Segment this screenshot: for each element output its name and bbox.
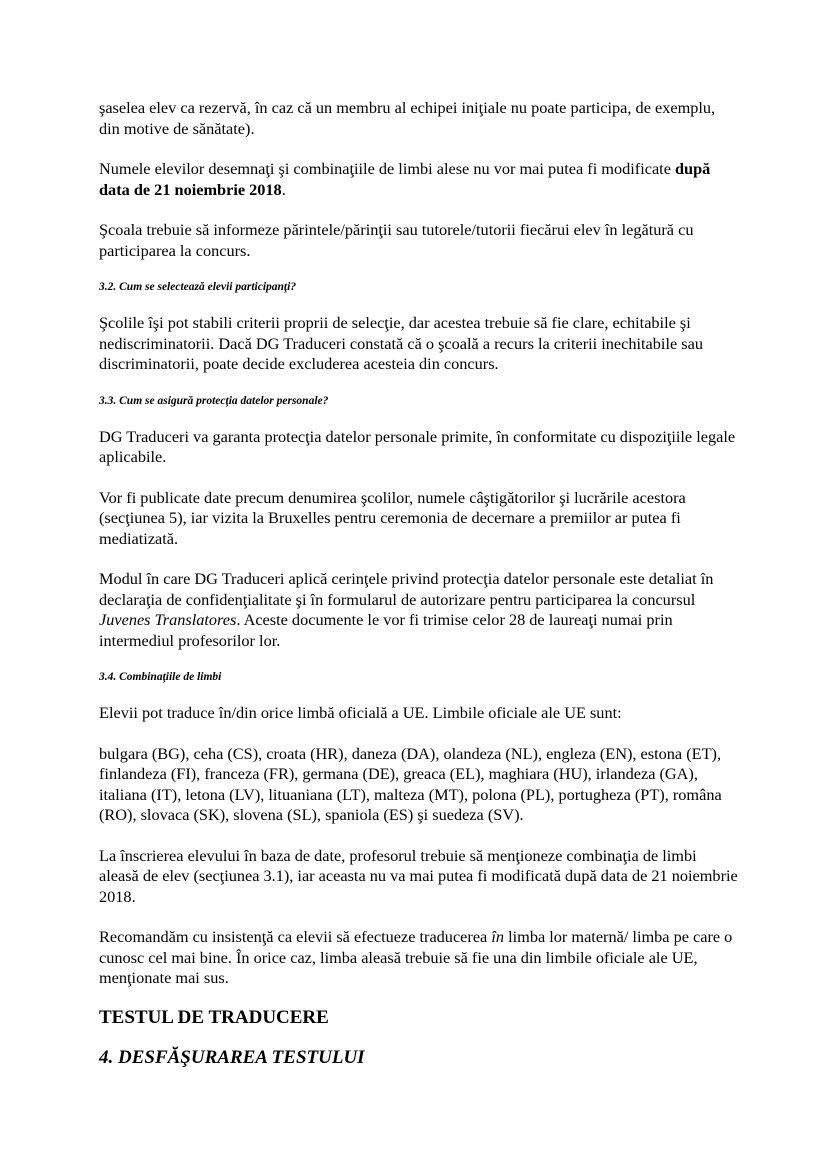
subheading-3-2: 3.2. Cum se selectează elevii participanţi? xyxy=(99,281,297,293)
recommendation-italic: în xyxy=(491,927,505,946)
paragraph-reserve-student: şaselea elev ca rezervă, în caz că un membru al echipei iniţiale nu poate participa, de exemplu, din motive de sănătate). xyxy=(99,98,716,138)
paragraph-recommendation xyxy=(99,927,739,989)
deadline-date: după data de 21 noiembrie 2018 xyxy=(99,159,711,199)
paragraph-language-list: bulgara (BG), ceha (CS), croata (HR), daneza (DA), olandeza (NL), engleza (EN), estona (ET), finlandeza (FI), franceza (FR), germana (DE), greaca (EL), maghiara (HU), irlandeza (GA), italiana (IT), letona (LV), lituaniana (LT), malteza (MT), polona (PL), portugheza (PT), româna (RO), slovaca (SK), slovena (SL), spaniola (ES) şi suedeza (SV). xyxy=(99,743,722,824)
recommendation-end: limba lor maternă/ limba pe care o cunosc cel mai bine. În orice caz, limba aleasă trebuie să fie una din limbile oficiale ale UE, menţionate mai sus. xyxy=(99,927,733,987)
paragraph-parents-info: Şcoala trebuie să informeze părintele/părinţii sau tutorele/tutorii fiecărui elev în legătură cu participarea la concurs. xyxy=(99,220,694,260)
recommendation-text: Recomandăm cu insistenţă ca elevii să efectueze traducerea xyxy=(99,927,492,946)
privacy-text: Modul în care DG Traduceri aplică cerinţele privind protecţia datelor personale este detaliat în declaraţia de confidenţialitate şi în formularul de autorizare pentru participarea la concursul xyxy=(99,569,714,609)
paragraph-deadline xyxy=(99,159,739,200)
paragraph-published-data: Vor fi publicate date precum denumirea şcolilor, numele câştigătorilor şi lucrările acestora (secţiunea 5), iar vizita la Bruxelles pentru ceremonia de decernare a premiilor ar putea fi mediatizată. xyxy=(99,487,686,548)
paragraph-privacy-statement xyxy=(99,569,739,651)
contest-name: Juvenes Translatores xyxy=(99,610,237,629)
deadline-text: Numele elevilor desemnaţi şi combinaţiile de limbi alese nu vor mai putea fi modificate xyxy=(99,159,675,178)
heading-translation-test: TESTUL DE TRADUCERE xyxy=(99,1006,329,1028)
document-page xyxy=(99,98,739,1069)
heading-test-procedure: 4. DESFĂŞURAREA TESTULUI xyxy=(99,1046,365,1068)
paragraph-selection-criteria: Şcolile îşi pot stabili criterii proprii de selecţie, dar acestea trebuie să fie clare, echitabile şi nediscriminatorii. Dacă DG Traduceri constată că o şcoală a recurs la criterii inechitabile sau discriminatorii, poate decide excluderea acesteia din concurs. xyxy=(99,313,703,373)
paragraph-registration: La înscrierea elevului în baza de date, profesorul trebuie să menţioneze combinaţia de limbi aleasă de elev (secţiunea 3.1), iar aceasta nu va mai putea fi modificată după data de 21 noiembrie 2018. xyxy=(99,845,738,906)
paragraph-official-languages-intro: Elevii pot traduce în/din orice limbă oficială a UE. Limbile oficiale ale UE sunt: xyxy=(99,703,622,722)
privacy-end: . Aceste documente le vor fi trimise celor 28 de laureaţi numai prin intermediul profesorilor lor. xyxy=(99,610,673,650)
subheading-3-3: 3.3. Cum se asigură protecţia datelor personale? xyxy=(99,394,329,407)
paragraph-data-protection: DG Traduceri va garanta protecţia datelor personale primite, în conformitate cu dispoziţiile legale aplicabile. xyxy=(99,426,736,466)
deadline-end: . xyxy=(281,179,286,199)
subheading-3-4: 3.4. Combinaţiile de limbi xyxy=(99,671,222,683)
